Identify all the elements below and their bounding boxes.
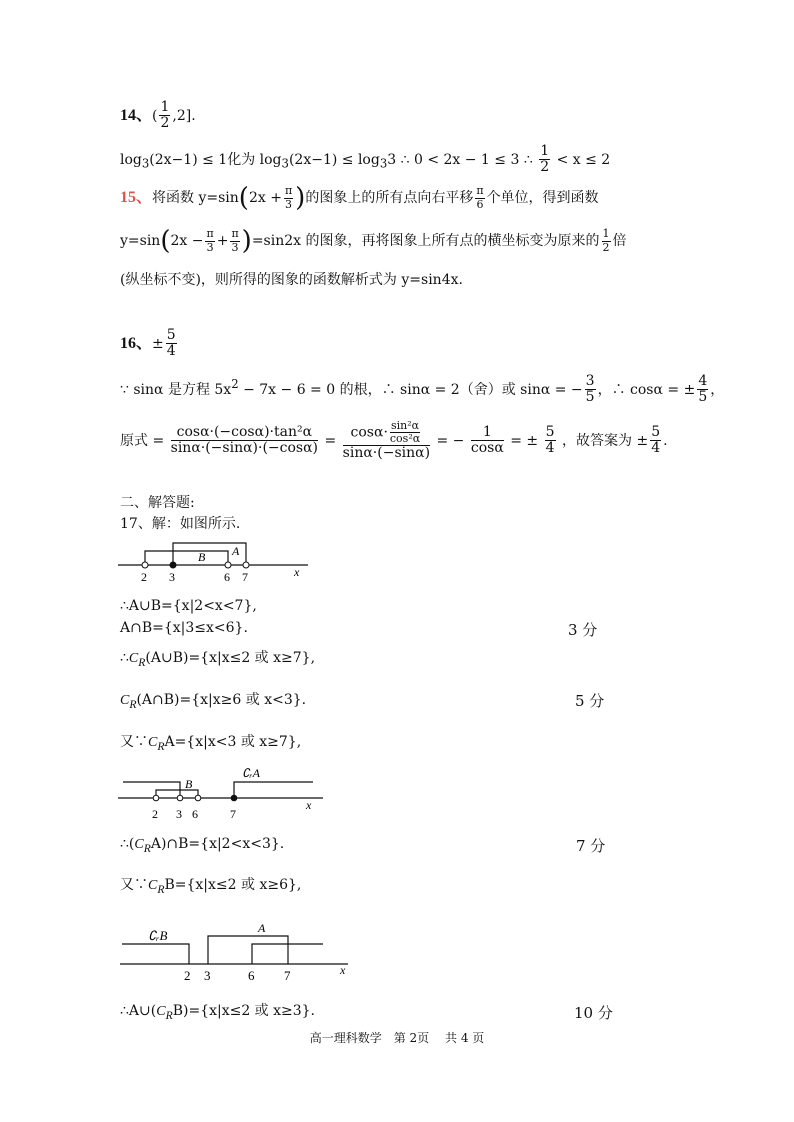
- point-6-open: [195, 795, 201, 801]
- label-b: B: [198, 550, 206, 564]
- tick-3: 3: [169, 570, 175, 584]
- label-a: A: [232, 544, 240, 558]
- q15-line2: y=sin(2x − $\frac{\pi}{3}$ + $\frac{\pi}{3}$ )=sin2x 的图象，再将图象上所有点的横坐标变为原来的 $\frac{1}{2}$ 倍: [120, 226, 627, 256]
- q15-line1: 15、将函数 y=sin(2x + $\frac{\pi}{3}$ )的图象上的所有点向右平移 $\frac{\pi}{6}$ 个单位，得到函数: [120, 183, 599, 213]
- q17-complement-a: 又$\because C_RA=\{x|x<3$ 或 x≥7},: [120, 734, 302, 753]
- axis-x-label: x: [294, 565, 300, 579]
- number-line-diagram-3: [118, 914, 353, 984]
- q15-number: 15、: [120, 189, 153, 206]
- tick-3: 3: [176, 807, 182, 821]
- axis-x-label: x: [340, 963, 346, 977]
- tick-2: 2: [141, 570, 147, 584]
- point-6-open: [225, 562, 231, 568]
- q17-complement-a-intersect-b: $\therefore(C_RA)\cap B=\{x|2<x<3\}$.: [120, 836, 285, 855]
- label-complement-b: ∁ᵣB: [148, 928, 168, 943]
- q17-intro: 17、解：如图所示.: [120, 516, 241, 532]
- tick-2: 2: [152, 807, 158, 821]
- set-a-bracket: [208, 936, 288, 964]
- page-footer: 高一理科数学 第 2页 共 4 页: [309, 1031, 485, 1045]
- tick-3: 3: [204, 968, 211, 983]
- point-2-open: [142, 562, 148, 568]
- point-3-closed: [170, 562, 176, 568]
- tick-6: 6: [224, 570, 230, 584]
- complement-a-right: [234, 782, 313, 798]
- q14-answer: 14、( $\frac{1}{2}$ ,2].: [120, 99, 196, 132]
- complement-b-left: [122, 944, 189, 964]
- q16-reason: ∵ sinα 是方程 $5x^2 - 7x - 6 = 0$ 的根，∴ sinα = 2（舍）或 sinα = − $\frac{3}{5}$ ，∴ cosα = ± $\frac{4}{5}$ ，: [120, 373, 725, 406]
- tick-6: 6: [248, 968, 255, 983]
- score-10: 10 分: [574, 1004, 613, 1022]
- q14-number: 14、: [120, 106, 153, 124]
- point-7-closed: [231, 795, 237, 801]
- score-3: 3 分: [568, 621, 598, 639]
- section-heading: 二、解答题:: [120, 495, 195, 511]
- q14-answer-fraction: $\frac{1}{2}$: [160, 99, 170, 132]
- label-a: A: [258, 921, 266, 935]
- point-2-open: [153, 795, 159, 801]
- q17-intersection: A∩B={x|3≤x<6}.: [120, 620, 248, 636]
- q17-complement-union: $\therefore C_R(A\cup B)=\{x|x\le 2$ 或 x≥7},: [120, 650, 316, 669]
- q17-a-union-complement-b: $\therefore A\cup(C_RB)=\{x|x\le 2$ 或 x≥3}.: [120, 1003, 316, 1022]
- point-3-open: [177, 795, 183, 801]
- q17-complement-b: 又$\because C_RB=\{x|x\le 2$ 或 x≥6},: [120, 877, 302, 896]
- tick-7: 7: [284, 968, 291, 983]
- point-7-open: [243, 562, 249, 568]
- tick-7: 7: [230, 807, 236, 821]
- q16-answer: 16、± $\frac{5}{4}$: [120, 327, 176, 360]
- score-7: 7 分: [576, 837, 606, 855]
- label-b: B: [185, 777, 193, 791]
- q16-simplification: 原式 = $\frac{\text{cosα·(−cosα)·tan²α}}{\sin\alpha\cdot(-\sin\alpha)\cdot(-\cos\alpha)}$ = cosα· $\frac{\text{sin²α}}{\text{cos²α}}$ sinα·(−sinα) = − $\frac{1}{\cos\alpha}$ = ± $\frac{5}{4}$ ，故答案为 ± $\frac{5}{4}$ .: [120, 419, 668, 462]
- q15-line3: (纵坐标不变)，则所得的图象的函数解析式为 y=sin4x.: [120, 272, 463, 288]
- number-line-diagram-2: [118, 762, 328, 824]
- q17-union: ∴A∪B={x|2<x<7},: [120, 598, 257, 614]
- label-complement-a: ∁ᵣA: [242, 766, 260, 780]
- tick-7: 7: [242, 570, 248, 584]
- axis-x-label: x: [306, 798, 312, 812]
- set-b-bracket: [145, 551, 228, 565]
- tick-2: 2: [184, 968, 191, 983]
- tick-6: 6: [192, 807, 198, 821]
- q17-complement-intersection: $C_R(A\cap B)=\{x|x\ge 6$ 或 x<3}.: [120, 692, 307, 711]
- q14-solution: $\log_3(2x-1) \le 1$化为 $\log_3(2x-1) \le \log_33$ ∴ 0 < 2x − 1 ≤ 3 ∴ $\frac{1}{2}$ < x ≤ 2: [120, 143, 611, 176]
- number-line-diagram-1: [118, 538, 318, 586]
- q16-number: 16、: [120, 334, 153, 352]
- score-5: 5 分: [575, 692, 605, 710]
